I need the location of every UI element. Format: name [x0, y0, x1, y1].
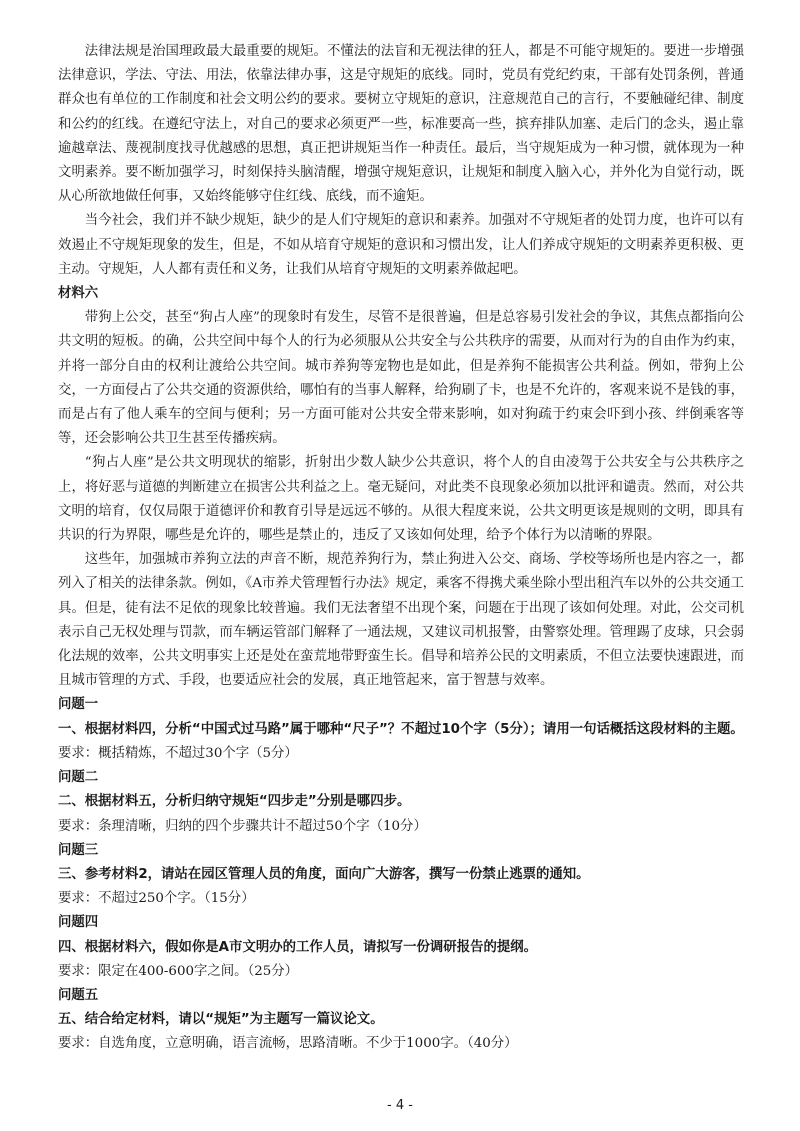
question-heading: 问题三: [58, 842, 99, 858]
question-heading: 问题五: [58, 987, 99, 1003]
paragraph-law: 法律法规是治国理政最大最重要的规矩。不懂法的法盲和无视法律的狂人，都是不可能守规矩的。要进一步增强法律意识，学法、守法、用法，依靠法律办事，这是守规矩的底线。同时，党员有党纪约束，干部有处罚条例，普通群众也有单位的工作制度和社会文明公约的要求。要树立守规矩的意识，注意规范自己的言行，不要触碰纪律、制度和公约的红线。在遵纪守法上，对自己的要求必须更严一些，标准要高一些，摈弃排队加塞、走后门的念头，遏止靠逾越章法、蔑视制度找寻优越感的思想，真正把讲规矩当作一种责任。最后，当守规矩成为一种习惯，就体现为一种文明素养。要不断加强学习，时刻保持头脑清醒，增强守规矩意识，让规矩和制度入脑入心，并外化为自觉行动，既从心所欲地做任何事，又始终能够守住红线、底线，而不逾矩。: [58, 44, 744, 205]
question-heading: 问题四: [58, 915, 99, 931]
paragraph-legislation: 这些年，加强城市养狗立法的声音不断，规范养狗行为，禁止狗进入公交、商场、学校等场所也是内容之一，都列入了相关的法律条款。例如，《A市养犬管理暂行办法》规定，乘客不得携犬乘坐除小型出租汽车以外的公共交通工具。但是，徒有法不足依的现象比较普遍。我们无法奢望不出现个案，问题在于出现了该如何处理。对此，公交司机表示自己无权处理与罚款，而车辆运管部门解释了一通法规，又建议司机报警，由警察处理。管理踢了皮球，只会弱化法规的效率，公共文明事实上还是处在蛮荒地带野蛮生长。倡导和培养公民的文明素质，不但立法要快速跟进，而且城市管理的方式、手段，也要适应社会的发展，真正地管起来，富于智慧与效率。: [58, 552, 744, 689]
question-prompt: 一、根据材料四，分析“中国式过马路”属于哪种“尺子”？不超过10个字（5分）；请用一句话概括这段材料的主题。: [58, 721, 744, 737]
document-body: [58, 40, 744, 1057]
question-requirement: 要求：限定在400-600字之间。（25分）: [58, 963, 299, 979]
paragraph-society: 当今社会，我们并不缺少规矩，缺少的是人们守规矩的意识和素养。加强对不守规矩者的处罚力度，也许可以有效遏止不守规矩现象的发生，但是，不如从培育守规矩的意识和习惯出发，让人们养成守规矩的文明素养更积极、更主动。守规矩，人人都有责任和义务，让我们从培育守规矩的文明素养做起吧。: [58, 213, 744, 277]
paragraph-dog-seat: “狗占人座”是公共文明现状的缩影，折射出少数人缺少公共意识，将个人的自由凌驾于公共安全与公共秩序之上，将好恶与道德的判断建立在损害公共利益之上。毫无疑问，对此类不良现象必须加以批评和谴责。然而，对公共文明的培育，仅仅局限于道德评价和教育引导是远远不够的。从很大程度来说，公共文明更该是规则的文明，即具有共识的行为界限，哪些是允许的，哪些是禁止的，违反了又该如何处理，给予个体行为以清晰的界限。: [58, 455, 744, 544]
question-requirement: 要求：条理清晰，归纳的四个步骤共计不超过50个字（10分）: [58, 818, 427, 834]
question-heading: 问题一: [58, 697, 99, 713]
question-prompt: 三、参考材料2，请站在园区管理人员的角度，面向广大游客，撰写一份禁止逃票的通知。: [58, 866, 590, 882]
page-number: - 4 -: [387, 1098, 413, 1113]
question-prompt: 四、根据材料六，假如你是A市文明办的工作人员，请拟写一份调研报告的提纲。: [58, 939, 538, 955]
material-six-title: 材料六: [58, 286, 99, 302]
question-prompt: 五、结合给定材料，请以“规矩”为主题写一篇议论文。: [58, 1012, 384, 1028]
paragraph-dog-bus: 带狗上公交，甚至“狗占人座”的现象时有发生，尽管不是很普遍，但是总容易引发社会的争议，其焦点都指向公共文明的短板。的确，公共空间中每个人的行为必须服从公共安全与公共秩序的需要，从而对行为的自由作为约束，并将一部分自由的权利让渡给公共空间。城市养狗等宠物也是如此，但是养狗不能损害公共利益。例如，带狗上公交，一方面侵占了公共交通的资源供给，哪怕有的当事人解释，给狗刷了卡，也是不允许的，客观来说不是钱的事，而是占有了他人乘车的空间与便利；另一方面可能对公共安全带来影响，如对狗疏于约束会吓到小孩、绊倒乘客等等，还会影响公共卫生甚至传播疾病。: [58, 310, 744, 447]
question-prompt: 二、根据材料五，分析归纳守规矩“四步走”分别是哪四步。: [58, 794, 411, 810]
question-heading: 问题二: [58, 770, 99, 786]
question-requirement: 要求：自选角度，立意明确，语言流畅，思路清晰。不少于1000字。（40分）: [58, 1036, 518, 1052]
question-requirement: 要求：概括精炼，不超过30个字（5分）: [58, 745, 298, 761]
question-requirement: 要求：不超过250个字。（15分）: [58, 891, 255, 907]
